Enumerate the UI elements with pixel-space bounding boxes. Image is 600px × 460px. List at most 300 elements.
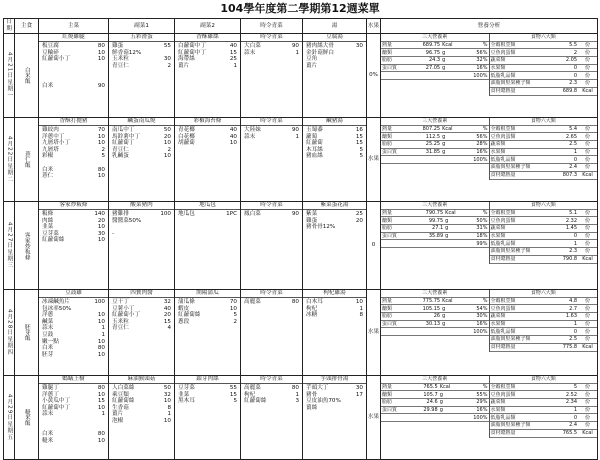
macro-percent: 100% [462,156,489,164]
header-nutrition: 營養分析 [381,19,598,34]
ingredient-row [39,63,108,70]
ingredient-amount: 1 [101,331,105,338]
ingredient-row [303,312,366,319]
dish-cell [39,202,109,290]
food-group-label: 蔬菜類 [490,225,554,233]
dish-name: 鹹蛋南瓜燒 [109,118,174,126]
macro-unit: g [441,64,462,72]
ingredient-name: 蘿蔔 [306,133,318,140]
food-group-label: 水果類 [490,406,554,414]
ingredient-row [39,438,108,445]
nutrition-wrap [381,290,597,352]
ingredient-row [39,211,108,218]
ingredient-amount: 25 [229,56,237,63]
header-fruit: 水果 [367,19,381,34]
food-group-unit: 份 [578,232,597,240]
food-group-value: 5.4 [553,125,578,133]
food-group-value: 0 [553,156,578,164]
ingredient-amount: 16 [355,127,363,133]
macro-unit [441,72,462,80]
ingredient-amount [349,224,363,231]
macro-percent: 18% [466,232,489,240]
ingredient-name: 薑片 [178,62,190,69]
food-group-row [490,429,598,437]
ingredient-name: 馬鈴薯中丁 [112,133,140,140]
ingredient-row [241,134,302,141]
ingredient-amount: 10 [97,318,105,325]
food-group-row [490,217,598,225]
ingredient-amount: 40 [229,43,237,49]
dish-name: 香酥打拋豬 [39,118,108,126]
ingredient-row [109,418,174,425]
dish-name: 時令青菜 [241,118,302,126]
food-group-unit: 份 [578,217,597,225]
ingredient-name: 洋蔥 [42,312,54,319]
ingredient-row [39,83,108,90]
ingredient-name: 豆薯小丁 [112,305,135,312]
food-group-value: 790.8 [553,255,578,263]
ingredient-row [109,153,174,160]
ingredient-amount: 10 [97,391,105,398]
food-group-table [490,376,598,438]
ingredient-amount: 10 [97,56,105,63]
ingredient-amount: 8 [167,404,171,411]
macro-value [409,156,441,164]
ingredient-amount [349,56,363,63]
ingredient-name: 紅蘿蔔絲 [42,237,65,244]
macro-label: 熱量 [381,297,409,305]
macro-table [381,118,489,164]
day-date: 4月27日星期三 [4,202,15,290]
menu-table [3,18,598,460]
ingredient-amount: 1 [233,62,237,69]
macro-unit: g [439,391,461,399]
food-group-value: 2.32 [553,217,578,225]
food-group-header: 食物六大類 [490,118,598,125]
ingredient-amount: 3 [295,398,299,405]
food-group-row [490,406,598,414]
ingredient-amount: 1 [359,305,363,312]
macro-row [381,225,489,233]
ingredient-name: 蝦皮 [178,305,190,312]
ingredient-amount: 5 [233,398,237,405]
ingredient-row [39,127,108,134]
macro-value: 31.85 [409,148,441,156]
food-group-panel [490,34,598,96]
dish-cell [39,118,109,202]
food-group-header-row [490,376,598,383]
day-staple: 糙米飯 [15,376,39,460]
ingredient-name: 大白菜 [244,43,261,49]
macro-value: 25.25 [409,141,441,149]
ingredient-name: 白米 [42,345,54,352]
ingredient-row [39,352,108,359]
dish-name: 銀芽肉絲 [175,376,240,384]
food-group-label: 油脂與堅果種子類 [490,80,554,88]
food-group-unit: 份 [578,72,597,80]
day-staple: 客家炒板條 [15,202,39,290]
macro-percent: 16% [460,406,488,414]
food-group-row [490,141,598,149]
food-group-header: 食物六大類 [490,376,598,383]
ingredient-amount: 17 [355,391,363,398]
ingredient-name: 豆芽菜 [42,230,59,237]
macro-panel [381,290,490,352]
ingredient-name: 紅蘿蔔中丁 [178,49,206,56]
macro-label: 蛋白質 [381,320,409,328]
food-group-label: 食材總熱量 [490,171,554,179]
ingredient-name: 白米 [42,82,54,89]
macro-unit [441,328,462,336]
ingredient-row [39,431,108,438]
ingredient-row [241,299,302,306]
macro-row [381,57,489,65]
macro-unit: g [441,49,462,57]
ingredient-name: 紅蘿蔔小丁 [42,56,70,63]
ingredient-name: 蒜末 [244,49,256,56]
ingredient-name: 粄條 [42,211,54,217]
food-group-row [490,328,598,336]
macro-unit: g [439,399,461,407]
ingredient-name: 生香菇 [112,404,129,411]
food-group-label: 豆魚肉蛋類 [490,133,554,141]
ingredient-amount: 2 [167,146,171,153]
macro-percent: 32% [462,57,489,65]
day-fruit: 水果 [367,118,381,202]
food-group-row [490,125,598,133]
food-group-value: 2.3 [553,80,578,88]
macro-value [410,240,444,248]
dish-name: 客家炒粄條 [39,202,108,210]
macro-percent: 16% [462,320,489,328]
nutrition-cell [381,118,598,202]
food-group-value: 1 [553,320,578,328]
macro-percent: % [462,41,489,49]
ingredient-row [109,411,174,418]
ingredient-row [175,43,240,50]
macro-row [381,217,489,225]
ingredient-amount: 20 [355,217,363,224]
macro-table [381,202,489,248]
macro-label [381,156,409,164]
ingredient-amount: 70 [229,299,237,305]
food-group-unit: 份 [578,164,597,172]
ingredient-row [39,173,108,180]
ingredient-name: 彩椒 [42,153,54,160]
macro-percent: % [466,209,489,217]
ingredient-name: 青花椰 [178,127,195,133]
food-group-row [490,87,598,95]
dish-name: 開陽蒲瓜 [175,290,240,298]
ingredient-amount [91,160,105,167]
food-group-unit: 份 [578,156,597,164]
ingredient-row [109,140,174,147]
food-group-value: 807.3 [553,171,578,179]
ingredient-amount: 5 [359,153,363,160]
ingredient-name: 冰糖 [306,312,318,319]
ingredient-row [303,224,366,231]
ingredient-row [303,405,366,412]
food-group-header-row [490,118,598,125]
ingredient-name: 豆干丁 [112,299,129,305]
food-group-unit: Kcal [578,255,597,263]
ingredient-amount: 2 [101,146,105,153]
ingredient-amount: 1 [295,49,299,56]
ingredient-amount: 30 [355,43,363,49]
macro-label: 醣類 [381,391,410,399]
macro-value: 99.75 [410,217,444,225]
ingredient-name: 小黃瓜中丁 [42,398,70,405]
ingredient-amount: 32 [163,391,171,398]
ingredient-row [109,398,174,405]
ingredient-amount: 50 [163,127,171,133]
food-group-unit: 份 [578,406,597,414]
ingredient-amount: 10 [163,140,171,147]
food-group-unit: 份 [578,328,597,336]
food-group-header: 食物六大類 [490,202,598,209]
food-group-row [490,305,598,313]
dish-cell [241,290,303,376]
food-group-unit: 份 [578,399,597,407]
macro-label [381,328,409,336]
day-date: 4月22日星期二 [4,118,15,202]
dish-cell [109,376,175,460]
ingredient-name: 白米 [42,166,54,173]
food-group-value: 689.8 [553,87,578,95]
ingredient-amount: 10 [97,173,105,180]
ingredient-amount: 80 [97,43,105,49]
macro-percent: 100% [462,328,489,336]
macro-value: 105.15 [409,305,441,313]
macro-row [381,406,489,414]
food-group-unit: 份 [578,336,597,344]
dish-cell [303,290,367,376]
ingredient-name: 薏仁 [42,173,54,180]
macro-percent: 30% [462,313,489,321]
macro-label [381,72,409,80]
ingredient-row [109,56,174,63]
header-date: 日期 [4,19,15,34]
food-group-unit: 份 [578,422,597,430]
ingredient-amount: 10 [163,153,171,160]
ingredient-name: 包冰率50% [42,305,72,312]
ingredient-row [175,299,240,306]
dish-name: 時令青菜 [241,34,302,42]
ingredient-name: 白蘿蔔中丁 [178,43,206,49]
food-group-value: 4.8 [553,297,578,305]
food-group-row [490,41,598,49]
food-group-row [490,422,598,430]
ingredient-row [39,153,108,160]
food-group-unit: 份 [578,209,597,217]
food-group-value: 1 [553,148,578,156]
day-date: 4月28日星期四 [4,290,15,376]
ingredient-name: 青豆仁 [112,325,129,332]
dish-cell [175,202,241,290]
macro-row [381,328,489,336]
food-group-row [490,383,598,391]
food-group-value: 2.5 [553,141,578,149]
macro-value: 807.25 [409,125,441,133]
macro-row [381,320,489,328]
macro-unit: Kcal [441,41,462,49]
ingredient-row [109,325,174,332]
macro-row [381,133,489,141]
food-group-label: 低脂乳品類 [490,72,554,80]
food-group-label: 水果類 [490,232,554,240]
macro-header: 三大營養素 [381,202,489,209]
macro-unit: g [441,305,462,313]
ingredient-name: 乳鹹蛋 [112,153,129,160]
ingredient-name: 雞腿丁 [42,385,59,391]
ingredient-name: 糙米 [42,437,54,444]
food-group-unit: 份 [578,320,597,328]
ingredient-amount: 100 [160,211,171,217]
ingredient-row [175,56,240,63]
ingredient-amount [91,63,105,70]
ingredient-amount: 70 [97,127,105,133]
nutrition-cell [381,34,598,118]
macro-table [381,376,489,422]
food-group-unit: 份 [578,297,597,305]
food-group-table [490,202,598,264]
food-group-unit: 份 [578,133,597,141]
ingredient-amount: 10 [163,398,171,405]
ingredient-name: 玉米粒 [112,318,129,325]
macro-row [381,414,489,422]
ingredient-row [303,211,366,218]
macro-value: 29.98 [410,406,438,414]
food-group-label: 水果類 [490,320,554,328]
macro-row [381,232,489,240]
food-group-value: 1 [553,240,578,248]
food-group-label: 豆魚肉蛋類 [490,49,554,57]
macro-label: 脂肪 [381,313,409,321]
macro-label: 熱量 [381,209,410,217]
ingredient-amount: 2 [233,318,237,325]
ingredient-row [39,332,108,339]
food-group-value: 2.05 [553,57,578,65]
food-group-unit: 份 [578,64,597,72]
ingredient-amount: 30 [163,56,171,63]
macro-value: 775.75 [409,297,441,305]
ingredient-name: 地瓜包 [178,211,195,217]
ingredient-name: 青豆仁 [112,146,129,153]
ingredient-name: 金針菇鮮白 [306,49,334,56]
ingredient-amount [349,63,363,70]
ingredient-amount: 1PC [226,211,237,217]
food-group-row [490,336,598,344]
ingredient-name: 白花椰 [178,133,195,140]
ingredient-row [39,345,108,352]
ingredient-row [109,127,174,134]
ingredient-name: 枸杞 [244,391,256,398]
macro-table [381,290,489,336]
ingredient-row [39,385,108,392]
day-date: 4月29日星期五 [4,376,15,460]
food-group-value: 2 [553,49,578,57]
macro-row [381,41,489,49]
ingredient-name: 黑木耳 [178,398,195,405]
dish-cell [303,202,367,290]
ingredient-name: 醬醬菜50% [112,217,142,224]
ingredient-amount: 10 [97,237,105,244]
food-group-unit: 份 [578,125,597,133]
macro-header-row [381,376,489,383]
ingredient-name: 紅蘿蔔中丁 [42,404,70,411]
food-group-label: 蔬菜類 [490,57,554,65]
food-group-value: 1.45 [553,225,578,233]
macro-label: 醣類 [381,305,409,313]
macro-unit: g [444,232,466,240]
dish-cell [241,376,303,460]
macro-panel [381,34,490,96]
macro-row [381,297,489,305]
food-group-label: 豆魚肉蛋類 [490,217,554,225]
ingredient-name: 泡椒 [112,417,124,424]
macro-row [381,305,489,313]
dish-name: 螞蟻上樹 [39,376,108,384]
food-group-row [490,240,598,248]
ingredient-amount: 10 [97,437,105,444]
ingredient-row [39,312,108,319]
ingredient-name: 青豆仁 [112,62,129,69]
ingredient-amount: 30 [355,385,363,391]
food-group-unit: 份 [578,248,597,256]
macro-value: 105.7 [410,391,438,399]
macro-label: 醣類 [381,217,410,225]
food-group-label: 低脂乳品類 [490,156,554,164]
dish-name: 紅燒雞腿 [39,34,108,42]
day-row [4,34,598,118]
ingredient-amount: 20 [163,133,171,140]
ingredient-row [39,224,108,231]
dish-cell [175,376,241,460]
dish-name: 麻油猴頭菇 [109,376,174,384]
dish-cell [39,290,109,376]
ingredient-row [109,63,174,70]
day-fruit: 0 [367,202,381,290]
ingredient-row [175,319,240,326]
ingredient-row [303,63,366,70]
macro-unit: g [444,217,466,225]
food-group-label: 低脂乳品類 [490,240,554,248]
food-group-unit: 份 [578,80,597,88]
ingredient-name: 人白菜絲 [112,385,135,391]
macro-row [381,148,489,156]
ingredient-amount: 80 [97,345,105,352]
food-group-label: 油脂與堅果種子類 [490,248,554,256]
ingredient-amount: 10 [97,338,105,345]
food-group-value: 2.5 [553,336,578,344]
ingredient-amount: 15 [355,133,363,140]
ingredient-amount: 80 [291,385,299,391]
ingredient-amount [349,398,363,405]
ingredient-name: 韭菜 [42,224,54,231]
food-group-unit: 份 [578,391,597,399]
food-group-label: 食材總熱量 [490,343,554,351]
ingredient-name: 蒜末 [42,411,54,418]
macro-header-row [381,118,489,125]
macro-percent: 100% [462,72,489,80]
nutrition-wrap [381,202,597,264]
ingredient-name: 冰凍鹹魚片 [42,299,70,305]
header-veg: 時令青菜 [241,19,303,34]
food-group-row [490,343,598,351]
ingredient-name: 鳳白菜 [244,211,261,217]
food-group-unit: Kcal [578,343,597,351]
food-group-unit: 份 [578,141,597,149]
